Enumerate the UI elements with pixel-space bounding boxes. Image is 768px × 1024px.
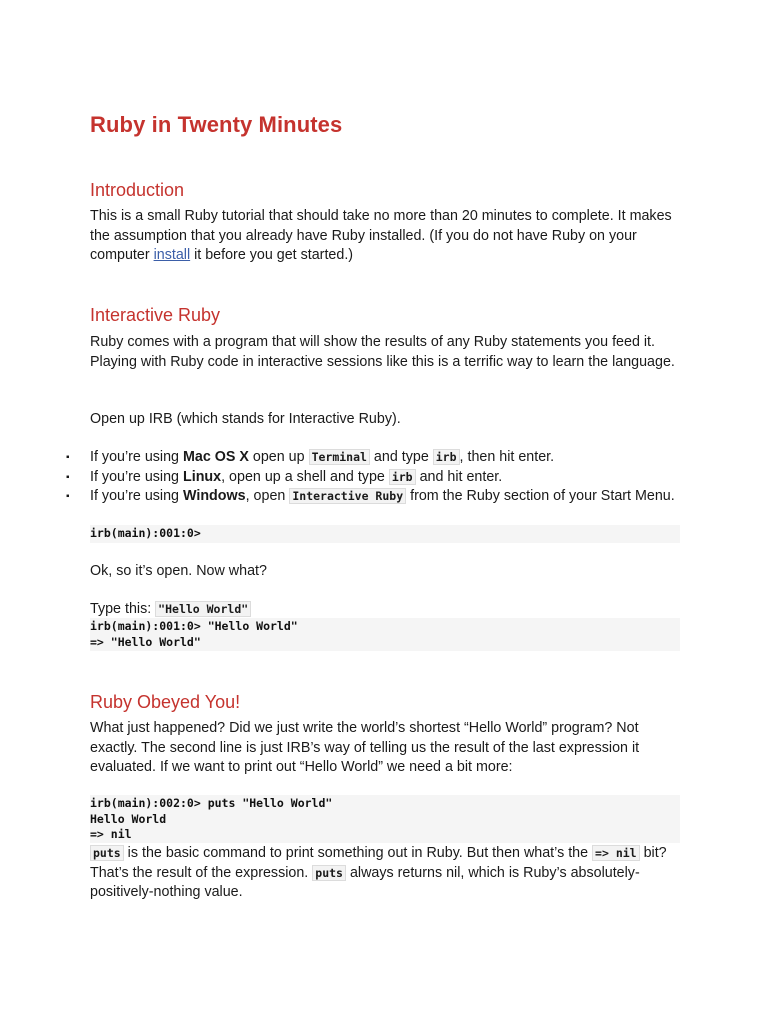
puts-explanation-paragraph xyxy=(90,844,680,903)
code-block-irb-prompt xyxy=(90,525,680,543)
list-text: If you’re using xyxy=(90,488,183,505)
install-link[interactable]: install xyxy=(153,247,191,264)
introduction-paragraph xyxy=(90,207,680,266)
os-name-macos: Mac OS X xyxy=(182,449,249,465)
inline-code-nil-result: => nil xyxy=(592,845,640,861)
code-line: irb(main):001:0> xyxy=(90,526,201,540)
os-name-linux: Linux xyxy=(182,468,222,485)
inline-code-irb: irb xyxy=(433,449,460,465)
inline-code-terminal: Terminal xyxy=(309,449,370,465)
code-block-hello-world xyxy=(90,618,680,651)
inline-code-hello-world: "Hello World" xyxy=(155,601,251,617)
bullet-icon: ▪ xyxy=(66,491,70,503)
list-item-windows xyxy=(66,487,680,507)
type-this-paragraph xyxy=(90,600,680,620)
list-text: If you’re using xyxy=(90,449,183,465)
ruby-obeyed-heading: Ruby Obeyed You! xyxy=(90,692,241,712)
puts-text-3: always returns nil, which is Ruby’s absolutely-positively-nothing value. xyxy=(90,864,640,901)
code-line: => nil xyxy=(90,827,132,842)
bullet-icon: ▪ xyxy=(66,471,70,483)
list-item-macos xyxy=(66,448,680,468)
code-line: => "Hello World" xyxy=(90,634,201,649)
intro-text-before: This is a small Ruby tutorial that should take no more than 20 minutes to complete. It makes the assumption that you already have Ruby installed. (If you do not have Ruby on your computer xyxy=(90,208,672,264)
puts-text-2: bit? That’s the result of the expression. xyxy=(90,845,667,881)
inline-code-interactive-ruby: Interactive Ruby xyxy=(289,488,406,504)
inline-code-puts: puts xyxy=(312,865,346,881)
code-line: irb(main):001:0> "Hello World" xyxy=(90,619,298,633)
list-text: , open xyxy=(245,488,290,505)
ruby-obeyed-paragraph: What just happened? Did we just write the world’s shortest “Hello World” program? Not exactly. The second line is just IRB’s way of telling us the result of the last expression it evaluated. If we want to print out “Hello World” we need a bit more: xyxy=(90,720,640,776)
os-instructions-list xyxy=(66,448,680,507)
puts-text-1: is the basic command to print something out in Ruby. But then what’s the xyxy=(123,845,593,861)
code-line: Hello World xyxy=(90,811,167,826)
now-what-paragraph: Ok, so it’s open. Now what? xyxy=(90,563,267,579)
list-text: from the Ruby section of your Start Menu. xyxy=(406,488,675,505)
os-name-windows: Windows xyxy=(182,488,246,505)
code-line: irb(main):002:0> puts "Hello World" xyxy=(90,796,333,810)
code-block-puts xyxy=(90,795,680,843)
page-title: Ruby in Twenty Minutes xyxy=(90,112,343,137)
bullet-icon: ▪ xyxy=(66,452,70,463)
interactive-ruby-paragraph: Ruby comes with a program that will show the results of any Ruby statements you feed it. Playing with Ruby code in interactive sessions like this is a terrific way to learn the language. xyxy=(90,334,675,370)
inline-code-puts: puts xyxy=(90,845,124,861)
list-text: , then hit enter. xyxy=(459,449,555,465)
intro-text-after: it before you get started.) xyxy=(190,247,354,264)
list-text: open up xyxy=(248,449,309,465)
list-text: and type xyxy=(369,449,433,465)
open-irb-paragraph: Open up IRB (which stands for Interactive Ruby). xyxy=(90,411,401,427)
inline-code-irb: irb xyxy=(389,469,416,485)
introduction-heading: Introduction xyxy=(90,180,185,200)
list-text: and hit enter. xyxy=(415,468,503,485)
list-text: , open up a shell and type xyxy=(221,468,389,485)
type-this-label: Type this: xyxy=(90,601,156,617)
list-text: If you’re using xyxy=(90,468,183,485)
list-item-linux xyxy=(66,468,680,488)
interactive-ruby-heading: Interactive Ruby xyxy=(90,305,221,325)
